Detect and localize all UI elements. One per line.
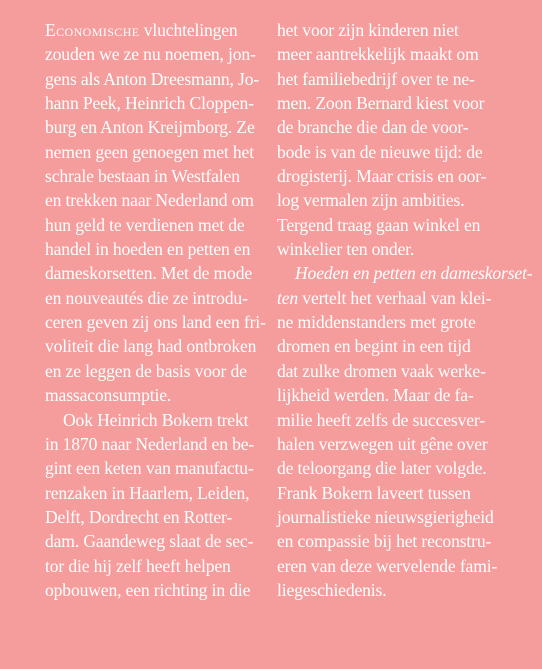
line-text: en nouveautés die ze introdu- [45,287,248,308]
line-text: men. Zoon Bernard kiest voor [277,93,485,114]
line-text: journalistieke nieuwsgierigheid [277,506,494,527]
book-title-italic: ten [277,287,299,308]
text-line [45,383,283,407]
text-line [277,383,515,407]
text-line [45,140,283,164]
text-line [277,359,515,383]
line-text: dat zulke dromen vaak werke- [277,360,486,381]
text-line [277,529,515,553]
line-text: drogisterij. Maar crisis en oor- [277,166,487,187]
text-line [45,578,283,602]
line-text: handel in hoeden en petten en [45,239,251,260]
line-text: winkelier ten onder. [277,239,415,260]
line-text: ceren geven zij ons land een fri- [45,312,266,333]
line-text: tor die hij zelf heeft helpen [45,555,231,576]
text-line [45,261,283,285]
text-line [277,578,515,602]
line-text: het familiebedrijf over te ne- [277,68,475,89]
line-text: dromen en begint in een tijd [277,336,471,357]
line-text: gint een keten van manufactu- [45,458,254,479]
text-line [277,67,515,91]
text-line [45,310,283,334]
text-line [45,505,283,529]
line-text: voliteit die lang had ontbroken [45,336,257,357]
line-text: Ook Heinrich Bokern trekt [63,409,249,430]
text-line [45,115,283,139]
text-line [45,456,283,480]
text-line [45,432,283,456]
line-text: dameskorsetten. Met de mode [45,263,253,284]
line-text: de teloorgang die later volgde. [277,458,487,479]
line-text: dam. Gaandeweg slaat de sec- [45,531,254,552]
text-line [45,359,283,383]
line-text: halen verzwegen uit gêne over [277,433,488,454]
line-text: liegeschiedenis. [277,579,387,600]
text-line [277,115,515,139]
line-text: in 1870 naar Nederland en be- [45,433,255,454]
text-line [45,91,283,115]
line-text: lijkheid werden. Maar de fa- [277,385,474,406]
left-text-column [45,18,283,602]
line-text: Delft, Dordrecht en Rotter- [45,506,233,527]
line-text: log vermalen zijn ambities. [277,190,465,211]
line-text: zouden we ze nu noemen, jon- [45,44,256,65]
line-text: de branche die dan de voor- [277,117,469,138]
text-line [45,408,283,432]
text-line [277,310,515,334]
line-text: gens als Anton Dreesmann, Jo- [45,68,260,89]
text-line [45,213,283,237]
text-line [45,67,283,91]
text-line [45,42,283,66]
text-line [277,213,515,237]
book-title-italic: Hoeden en petten en dameskorset- [295,263,533,284]
right-text-column [277,18,533,602]
line-text: hun geld te verdienen met de [45,214,245,235]
line-text: renzaken in Haarlem, Leiden, [45,482,250,503]
text-line [45,286,283,310]
text-line [45,334,283,358]
line-text: en trekken naar Nederland om [45,190,254,211]
line-text: massaconsumptie. [45,385,172,406]
line-text: eren van deze wervelende fami- [277,555,498,576]
line-text: en compassie bij het reconstru- [277,531,492,552]
line-text: het voor zijn kinderen niet [277,20,459,40]
text-line [45,529,283,553]
text-line [277,261,533,285]
line-text: milie heeft zelfs de succesver- [277,409,485,430]
text-line [45,18,283,42]
text-line [277,408,515,432]
text-line [277,334,515,358]
text-line [277,188,515,212]
line-text: en ze leggen de basis voor de [45,360,247,381]
text-line [277,505,515,529]
line-text: hann Peek, Heinrich Cloppen- [45,93,254,114]
text-line [277,456,515,480]
text-line [277,554,515,578]
text-line [45,481,283,505]
line-text: nemen geen genoegen met het [45,141,254,162]
line-text: Frank Bokern laveert tussen [277,482,471,503]
text-line [45,164,283,188]
line-text: bode is van de nieuwe tijd: de [277,141,483,162]
line-text: vluchtelingen [139,20,238,40]
line-text: ne middenstanders met grote [277,312,476,333]
line-text: vertelt het verhaal van klei- [298,287,492,308]
text-line [277,140,515,164]
text-line [45,237,283,261]
text-line [277,91,515,115]
line-text: burg en Anton Kreijmborg. Ze [45,117,255,138]
line-text: meer aantrekkelijk maakt om [277,44,479,65]
text-line [277,286,515,310]
lead-in-smallcaps: Economische [45,20,140,40]
line-text: Tergend traag gaan winkel en [277,214,481,235]
line-text: schrale bestaan in Westfalen [45,166,240,187]
text-line [277,481,515,505]
text-line [277,164,515,188]
text-line [277,18,515,42]
text-line [277,42,515,66]
text-line [45,554,283,578]
text-line [277,237,515,261]
line-text: opbouwen, een richting in die [45,579,251,600]
text-line [45,188,283,212]
text-line [277,432,515,456]
